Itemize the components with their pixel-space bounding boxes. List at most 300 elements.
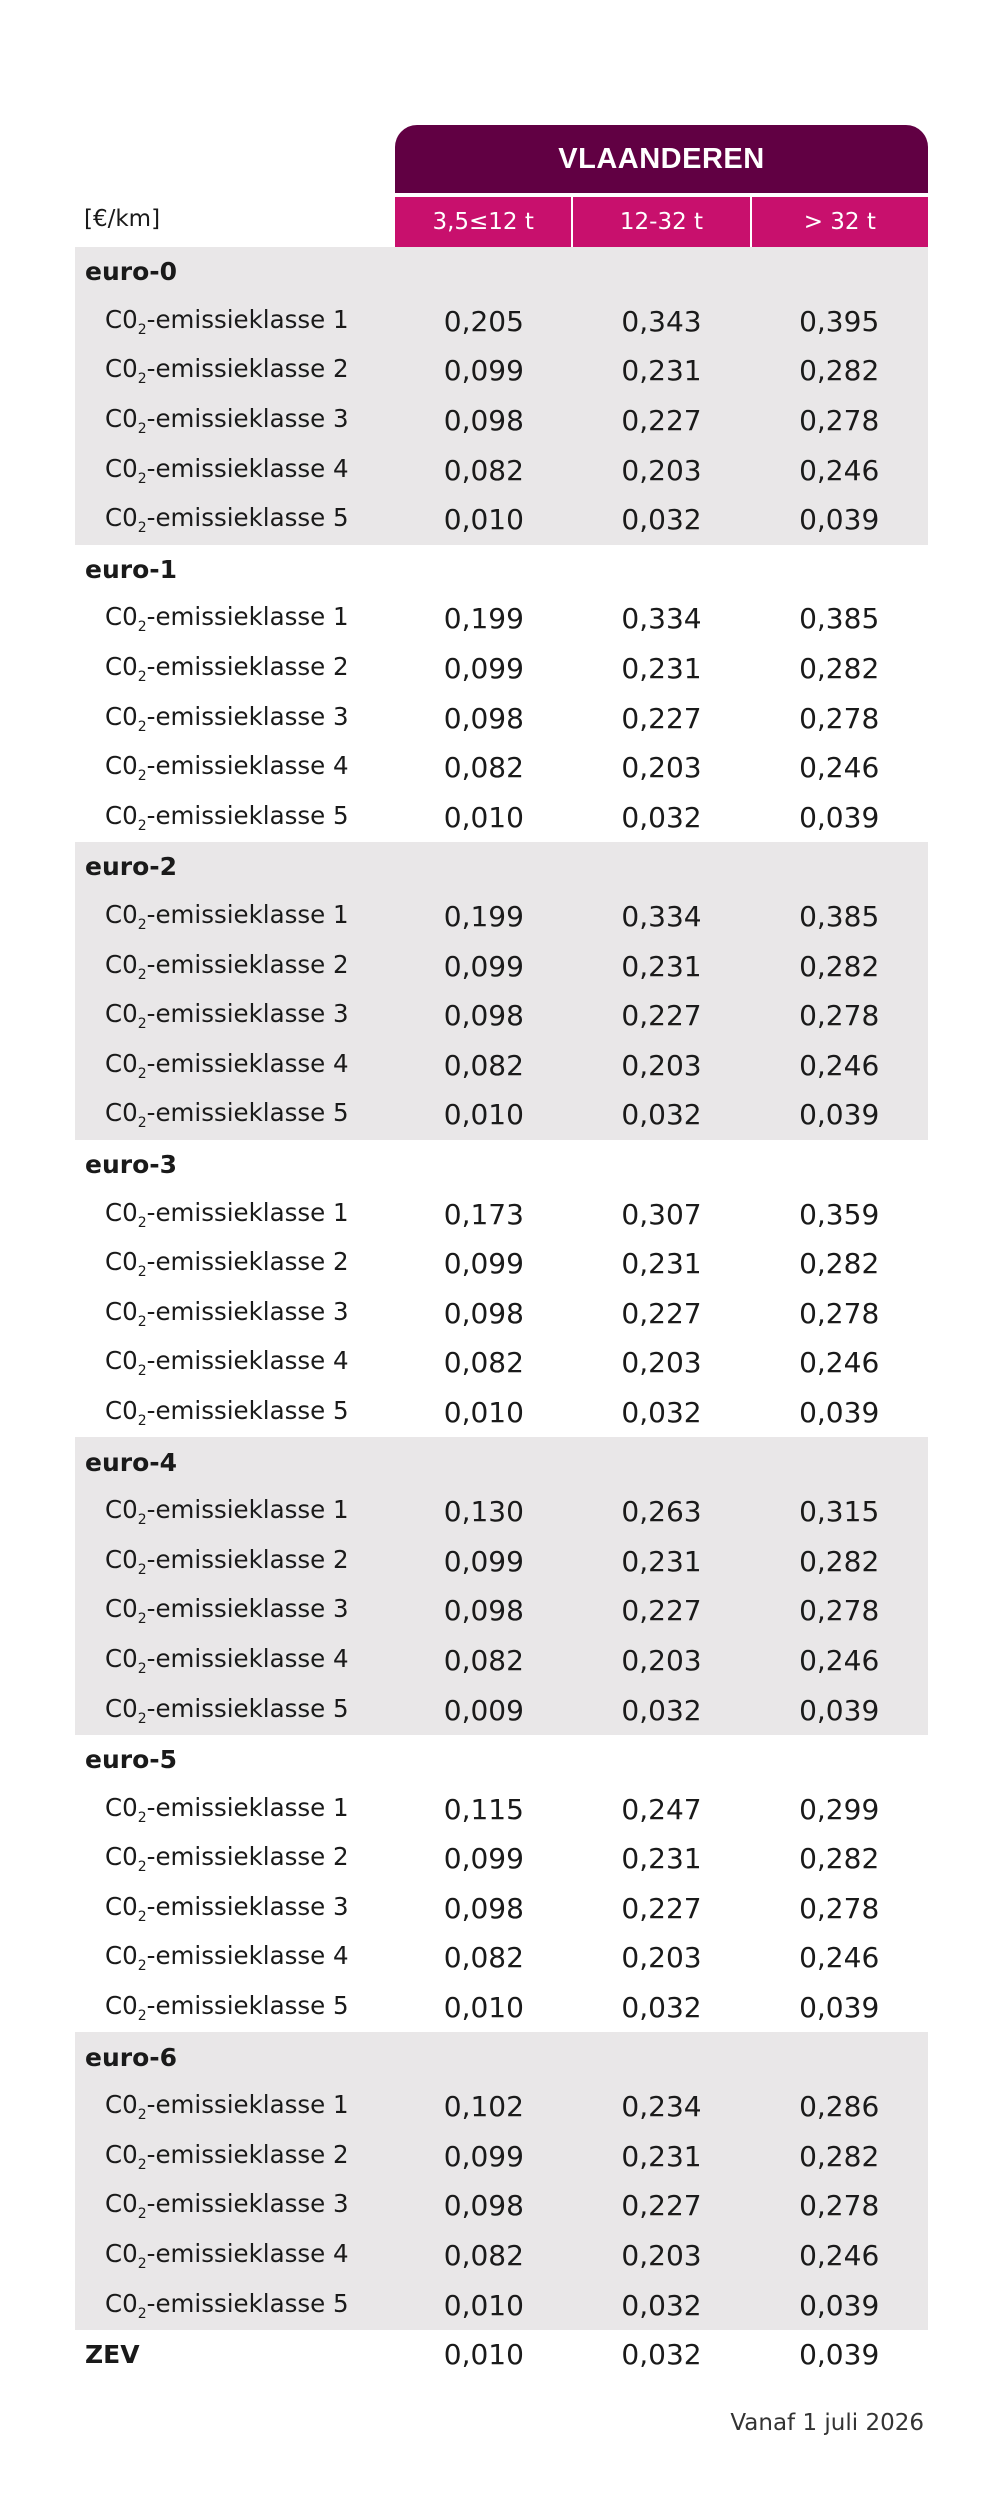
- euro-group: [75, 1735, 928, 2033]
- tariff-value: 0,099: [443, 949, 524, 983]
- class-prefix: C0: [105, 1643, 138, 1673]
- tariff-value: 0,246: [799, 1048, 880, 1082]
- table-row: [75, 941, 928, 991]
- tariff-value: 0,010: [443, 503, 524, 537]
- class-prefix: C0: [105, 1048, 138, 1078]
- class-subscript: 2: [137, 1710, 147, 1727]
- class-subscript: 2: [137, 1859, 147, 1876]
- tariff-value: 0,205: [443, 304, 524, 338]
- row-values: [395, 2338, 928, 2371]
- tariff-value: 0,009: [443, 1693, 524, 1727]
- table-row: [75, 396, 928, 446]
- class-prefix: C0: [105, 503, 138, 533]
- tariff-value: 0,278: [799, 1594, 880, 1628]
- class-prefix: C0: [105, 602, 138, 632]
- tariff-value: 0,039: [799, 2338, 880, 2372]
- table-row: [75, 2231, 928, 2281]
- emission-class-label: [75, 2289, 395, 2322]
- tariff-value: 0,231: [621, 1842, 702, 1876]
- class-subscript: 2: [137, 421, 147, 438]
- class-prefix: C0: [105, 2189, 138, 2219]
- class-prefix: C0: [105, 2090, 138, 2120]
- class-subscript: 2: [137, 2156, 147, 2173]
- class-suffix: -emissieklasse: [146, 1792, 326, 1822]
- table-row: [75, 1884, 928, 1934]
- row-values: [395, 354, 928, 387]
- class-number: 1: [333, 1792, 349, 1822]
- class-prefix: C0: [105, 1991, 138, 2021]
- class-subscript: 2: [137, 1313, 147, 1330]
- table-row: [75, 793, 928, 843]
- emission-class-label: [75, 801, 395, 834]
- class-prefix: C0: [105, 999, 138, 1029]
- tariff-value: 0,130: [443, 1495, 524, 1529]
- table-row: [75, 1636, 928, 1686]
- class-prefix: C0: [105, 652, 138, 682]
- class-subscript: 2: [137, 1363, 147, 1380]
- row-values: [395, 1346, 928, 1379]
- tariff-value: 0,032: [621, 503, 702, 537]
- table-row: [75, 2132, 928, 2182]
- tariff-value: 0,082: [443, 1346, 524, 1380]
- emission-class-label: [75, 503, 395, 536]
- tariff-value: 0,039: [799, 800, 880, 834]
- group-title-row: [75, 2032, 928, 2082]
- class-subscript: 2: [137, 2256, 147, 2273]
- class-number: 3: [333, 1891, 349, 1921]
- class-subscript: 2: [137, 2107, 147, 2124]
- class-subscript: 2: [137, 1412, 147, 1429]
- tariff-value: 0,099: [443, 1544, 524, 1578]
- emission-class-label: [75, 404, 395, 437]
- table-row: [75, 1586, 928, 1636]
- class-number: 3: [333, 701, 349, 731]
- zev-label: ZEV: [85, 2340, 140, 2370]
- class-suffix: -emissieklasse: [146, 1495, 326, 1525]
- row-values: [395, 702, 928, 735]
- row-values: [395, 305, 928, 338]
- class-suffix: -emissieklasse: [146, 1842, 326, 1872]
- tariff-value: 0,039: [799, 2288, 880, 2322]
- group-title-row: [75, 842, 928, 892]
- class-suffix: -emissieklasse: [146, 2139, 326, 2169]
- tariff-value: 0,334: [621, 900, 702, 934]
- emission-class-label: [75, 1049, 395, 1082]
- class-suffix: -emissieklasse: [146, 900, 326, 930]
- tariff-value: 0,282: [799, 2139, 880, 2173]
- class-suffix: -emissieklasse: [146, 1643, 326, 1673]
- class-prefix: C0: [105, 1792, 138, 1822]
- class-prefix: C0: [105, 354, 138, 384]
- class-subscript: 2: [137, 2008, 147, 2025]
- table-row: [75, 693, 928, 743]
- class-prefix: C0: [105, 404, 138, 434]
- class-number: 3: [333, 1296, 349, 1326]
- tariff-value: 0,010: [443, 2338, 524, 2372]
- tariff-value: 0,098: [443, 404, 524, 438]
- emission-class-label: [75, 950, 395, 983]
- class-subscript: 2: [137, 966, 147, 983]
- tariff-value: 0,343: [621, 304, 702, 338]
- tariff-value: 0,282: [799, 1544, 880, 1578]
- group-title: euro-6: [85, 2042, 178, 2072]
- row-values: [395, 503, 928, 536]
- class-suffix: -emissieklasse: [146, 1891, 326, 1921]
- class-prefix: C0: [105, 2288, 138, 2318]
- tariff-value: 0,010: [443, 1098, 524, 1132]
- table-row: [75, 892, 928, 942]
- class-subscript: 2: [137, 2206, 147, 2223]
- table-row: [75, 1239, 928, 1289]
- tariff-value: 0,102: [443, 2090, 524, 2124]
- euro-group: [75, 247, 928, 545]
- emission-class-label: [75, 1793, 395, 1826]
- table-row: [75, 1487, 928, 1537]
- tariff-value: 0,246: [799, 751, 880, 785]
- row-values: [395, 1793, 928, 1826]
- class-prefix: C0: [105, 1842, 138, 1872]
- emission-class-label: [75, 702, 395, 735]
- class-number: 1: [333, 602, 349, 632]
- tariff-value: 0,032: [621, 1693, 702, 1727]
- group-title: euro-2: [85, 852, 178, 882]
- tariff-value: 0,199: [443, 602, 524, 636]
- emission-class-label: [75, 900, 395, 933]
- tariff-value: 0,032: [621, 2338, 702, 2372]
- tariff-value: 0,282: [799, 1842, 880, 1876]
- class-number: 5: [333, 1991, 349, 2021]
- class-subscript: 2: [137, 1016, 147, 1033]
- tariff-value: 0,278: [799, 701, 880, 735]
- class-prefix: C0: [105, 1098, 138, 1128]
- row-values: [395, 1396, 928, 1429]
- group-title: euro-0: [85, 257, 178, 287]
- zev-row: [75, 2330, 928, 2380]
- emission-class-label: [75, 1098, 395, 1131]
- class-number: 3: [333, 1594, 349, 1624]
- class-number: 1: [333, 900, 349, 930]
- class-subscript: 2: [137, 371, 147, 388]
- tariff-value: 0,099: [443, 2139, 524, 2173]
- group-title: euro-5: [85, 1745, 178, 1775]
- class-subscript: 2: [137, 1611, 147, 1628]
- tariff-value: 0,203: [621, 751, 702, 785]
- table-row: [75, 594, 928, 644]
- class-subscript: 2: [137, 1908, 147, 1925]
- tariff-value: 0,263: [621, 1495, 702, 1529]
- tariff-value: 0,278: [799, 1296, 880, 1330]
- class-prefix: C0: [105, 701, 138, 731]
- group-title: euro-1: [85, 554, 178, 584]
- tariff-value: 0,115: [443, 1792, 524, 1826]
- tariff-value: 0,395: [799, 304, 880, 338]
- tariff-value: 0,227: [621, 1891, 702, 1925]
- tariff-value: 0,246: [799, 1346, 880, 1380]
- emission-class-label: [75, 354, 395, 387]
- class-prefix: C0: [105, 1544, 138, 1574]
- table-row: [75, 1338, 928, 1388]
- table-row: [75, 1090, 928, 1140]
- table-row: [75, 2181, 928, 2231]
- tariff-value: 0,099: [443, 1842, 524, 1876]
- tariff-value: 0,098: [443, 1594, 524, 1628]
- class-prefix: C0: [105, 1891, 138, 1921]
- class-suffix: -emissieklasse: [146, 404, 326, 434]
- row-values: [395, 454, 928, 487]
- class-subscript: 2: [137, 470, 147, 487]
- table-row: [75, 1041, 928, 1091]
- class-prefix: C0: [105, 1247, 138, 1277]
- footer-note: Vanaf 1 juli 2026: [730, 2410, 924, 2436]
- class-subscript: 2: [137, 1660, 147, 1677]
- tariff-value: 0,099: [443, 652, 524, 686]
- tariff-value: 0,227: [621, 2189, 702, 2223]
- tariff-value: 0,010: [443, 800, 524, 834]
- class-number: 2: [333, 652, 349, 682]
- euro-group: [75, 545, 928, 843]
- class-prefix: C0: [105, 900, 138, 930]
- group-title-row: [75, 1735, 928, 1785]
- class-suffix: -emissieklasse: [146, 1197, 326, 1227]
- tariff-value: 0,098: [443, 999, 524, 1033]
- class-suffix: -emissieklasse: [146, 652, 326, 682]
- class-number: 4: [333, 1048, 349, 1078]
- row-values: [395, 2090, 928, 2123]
- class-subscript: 2: [137, 768, 147, 785]
- class-prefix: C0: [105, 1693, 138, 1723]
- emission-class-label: [75, 1694, 395, 1727]
- row-values: [395, 1694, 928, 1727]
- tariff-value: 0,231: [621, 1247, 702, 1281]
- class-suffix: -emissieklasse: [146, 1247, 326, 1277]
- table-row: [75, 1388, 928, 1438]
- class-suffix: -emissieklasse: [146, 354, 326, 384]
- class-suffix: -emissieklasse: [146, 999, 326, 1029]
- emission-class-label: [75, 1941, 395, 1974]
- tariff-value: 0,203: [621, 1941, 702, 1975]
- tariff-value: 0,307: [621, 1197, 702, 1231]
- class-number: 2: [333, 1842, 349, 1872]
- row-values: [395, 999, 928, 1032]
- class-suffix: -emissieklasse: [146, 2090, 326, 2120]
- class-number: 2: [333, 354, 349, 384]
- table-row: [75, 2280, 928, 2330]
- row-values: [395, 2239, 928, 2272]
- row-values: [395, 950, 928, 983]
- euro-group: [75, 1437, 928, 1735]
- tariff-value: 0,032: [621, 1395, 702, 1429]
- table-row: [75, 1685, 928, 1735]
- table-row: [75, 644, 928, 694]
- class-prefix: C0: [105, 949, 138, 979]
- tariff-value: 0,315: [799, 1495, 880, 1529]
- tariff-value: 0,278: [799, 1891, 880, 1925]
- class-number: 5: [333, 1693, 349, 1723]
- class-subscript: 2: [137, 2305, 147, 2322]
- row-values: [395, 1495, 928, 1528]
- row-values: [395, 801, 928, 834]
- class-number: 2: [333, 1544, 349, 1574]
- class-suffix: -emissieklasse: [146, 701, 326, 731]
- tariff-value: 0,278: [799, 404, 880, 438]
- emission-class-label: [75, 602, 395, 635]
- class-number: 3: [333, 2189, 349, 2219]
- tariff-value: 0,039: [799, 1991, 880, 2025]
- group-title-row: [75, 545, 928, 595]
- table-row: [75, 445, 928, 495]
- tariff-value: 0,032: [621, 1991, 702, 2025]
- emission-class-label: [75, 2090, 395, 2123]
- row-values: [395, 2140, 928, 2173]
- tariff-value: 0,282: [799, 354, 880, 388]
- row-values: [395, 1098, 928, 1131]
- class-subscript: 2: [137, 619, 147, 636]
- tariff-value: 0,203: [621, 453, 702, 487]
- table-row: [75, 1983, 928, 2033]
- class-prefix: C0: [105, 304, 138, 334]
- table-row: [75, 297, 928, 347]
- row-values: [395, 1247, 928, 1280]
- class-prefix: C0: [105, 1197, 138, 1227]
- class-prefix: C0: [105, 1495, 138, 1525]
- row-values: [395, 404, 928, 437]
- unit-label: [€/km]: [84, 206, 161, 232]
- class-suffix: -emissieklasse: [146, 1048, 326, 1078]
- class-suffix: -emissieklasse: [146, 2239, 326, 2269]
- tariff-value: 0,010: [443, 1991, 524, 2025]
- emission-class-label: [75, 2140, 395, 2173]
- class-number: 2: [333, 949, 349, 979]
- class-suffix: -emissieklasse: [146, 1991, 326, 2021]
- class-prefix: C0: [105, 2239, 138, 2269]
- class-suffix: -emissieklasse: [146, 602, 326, 632]
- class-number: 4: [333, 1643, 349, 1673]
- tariff-value: 0,098: [443, 701, 524, 735]
- emission-class-label: [75, 1495, 395, 1528]
- tariff-value: 0,203: [621, 1048, 702, 1082]
- class-subscript: 2: [137, 1958, 147, 1975]
- tariff-value: 0,231: [621, 354, 702, 388]
- group-title: euro-3: [85, 1149, 178, 1179]
- row-values: [395, 2289, 928, 2322]
- group-title-row: [75, 247, 928, 297]
- tariff-value: 0,227: [621, 1594, 702, 1628]
- emission-class-label: [75, 305, 395, 338]
- class-number: 5: [333, 2288, 349, 2318]
- emission-class-label: [75, 1247, 395, 1280]
- euro-group: [75, 2032, 928, 2330]
- class-suffix: -emissieklasse: [146, 1544, 326, 1574]
- tariff-value: 0,231: [621, 652, 702, 686]
- class-prefix: C0: [105, 1941, 138, 1971]
- class-subscript: 2: [137, 1512, 147, 1529]
- class-suffix: -emissieklasse: [146, 1941, 326, 1971]
- row-values: [395, 1297, 928, 1330]
- tariff-value: 0,082: [443, 1643, 524, 1677]
- tariff-value: 0,282: [799, 949, 880, 983]
- row-values: [395, 1842, 928, 1875]
- class-number: 1: [333, 2090, 349, 2120]
- table-row: [75, 1784, 928, 1834]
- tariff-value: 0,227: [621, 1296, 702, 1330]
- row-values: [395, 1941, 928, 1974]
- table-row: [75, 1189, 928, 1239]
- class-suffix: -emissieklasse: [146, 751, 326, 781]
- row-values: [395, 1892, 928, 1925]
- tariff-value: 0,082: [443, 1941, 524, 1975]
- group-title: euro-4: [85, 1447, 178, 1477]
- class-suffix: -emissieklasse: [146, 503, 326, 533]
- row-values: [395, 2189, 928, 2222]
- tariff-value: 0,227: [621, 701, 702, 735]
- tariff-value: 0,098: [443, 1296, 524, 1330]
- row-values: [395, 751, 928, 784]
- tariff-value: 0,203: [621, 2239, 702, 2273]
- class-prefix: C0: [105, 1346, 138, 1376]
- tariff-value: 0,231: [621, 949, 702, 983]
- class-subscript: 2: [137, 917, 147, 934]
- emission-class-label: [75, 1346, 395, 1379]
- class-number: 3: [333, 404, 349, 434]
- class-number: 5: [333, 1098, 349, 1128]
- tariff-value: 0,082: [443, 751, 524, 785]
- row-values: [395, 900, 928, 933]
- class-subscript: 2: [137, 1561, 147, 1578]
- emission-class-label: [75, 1842, 395, 1875]
- emission-class-label: [75, 999, 395, 1032]
- emission-class-label: [75, 1198, 395, 1231]
- row-values: [395, 602, 928, 635]
- class-suffix: -emissieklasse: [146, 1594, 326, 1624]
- tariff-value: 0,227: [621, 999, 702, 1033]
- class-number: 4: [333, 1941, 349, 1971]
- class-suffix: -emissieklasse: [146, 453, 326, 483]
- class-suffix: -emissieklasse: [146, 1296, 326, 1326]
- tariff-value: 0,286: [799, 2090, 880, 2124]
- class-subscript: 2: [137, 1809, 147, 1826]
- tariff-value: 0,032: [621, 2288, 702, 2322]
- table-row: [75, 495, 928, 545]
- class-number: 5: [333, 1395, 349, 1425]
- class-subscript: 2: [137, 1115, 147, 1132]
- class-subscript: 2: [137, 718, 147, 735]
- tariff-value: 0,246: [799, 453, 880, 487]
- tariff-value: 0,385: [799, 900, 880, 934]
- class-subscript: 2: [137, 520, 147, 537]
- emission-class-label: [75, 1991, 395, 2024]
- class-suffix: -emissieklasse: [146, 949, 326, 979]
- emission-class-label: [75, 2189, 395, 2222]
- row-values: [395, 1991, 928, 2024]
- tariff-value: 0,231: [621, 1544, 702, 1578]
- emission-class-label: [75, 1644, 395, 1677]
- class-suffix: -emissieklasse: [146, 304, 326, 334]
- tariff-value: 0,203: [621, 1643, 702, 1677]
- class-subscript: 2: [137, 669, 147, 686]
- tariff-value: 0,082: [443, 2239, 524, 2273]
- column-header-weight-1: 3,5≤12 t: [395, 197, 571, 247]
- emission-class-label: [75, 751, 395, 784]
- tariff-value: 0,227: [621, 404, 702, 438]
- class-suffix: -emissieklasse: [146, 800, 326, 830]
- tariff-value: 0,010: [443, 2288, 524, 2322]
- emission-class-label: [75, 454, 395, 487]
- tariff-value: 0,246: [799, 2239, 880, 2273]
- tariff-value: 0,039: [799, 1098, 880, 1132]
- row-values: [395, 1198, 928, 1231]
- class-number: 2: [333, 1247, 349, 1277]
- tariff-value: 0,278: [799, 999, 880, 1033]
